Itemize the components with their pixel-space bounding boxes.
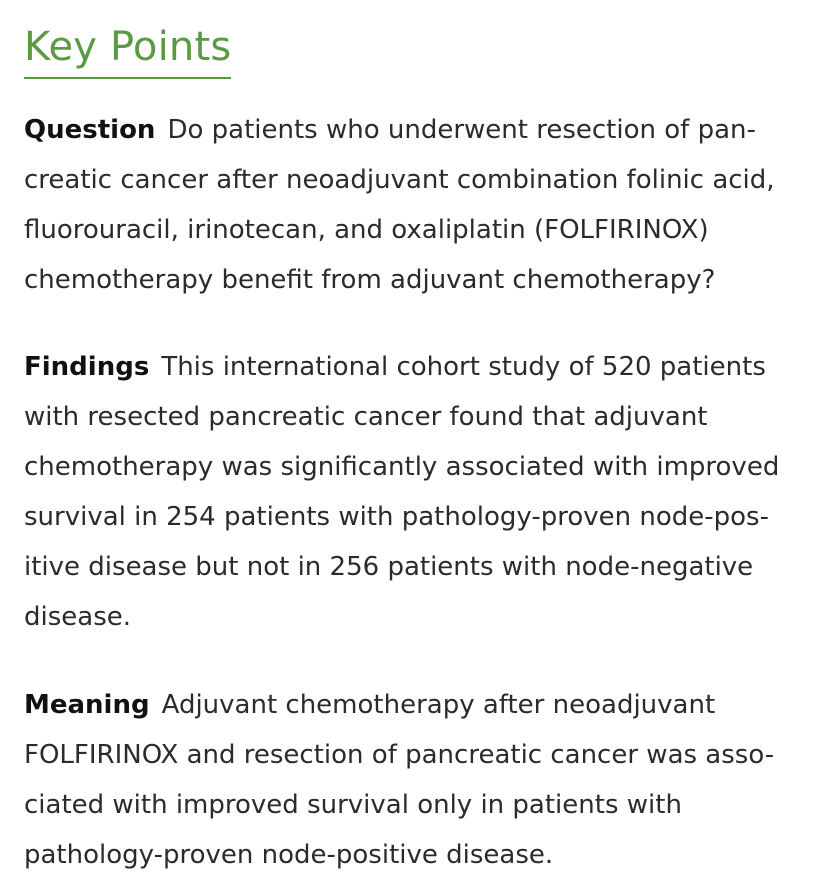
meaning-section	[24, 680, 814, 880]
meaning-line-1	[24, 680, 814, 730]
findings-line-4: survival in 254 patients with pathology-proven node-pos-	[24, 502, 769, 532]
findings-label: Findings	[24, 352, 150, 382]
question-line-2: creatic cancer after neoadjuvant combination folinic acid,	[24, 165, 775, 195]
findings-section	[24, 342, 814, 642]
meaning-line-3: ciated with improved survival only in patients with	[24, 790, 682, 820]
meaning-line-2: FOLFIRINOX and resection of pancreatic cancer was asso-	[24, 740, 775, 770]
findings-line-5: itive disease but not in 256 patients with node-negative	[24, 552, 754, 582]
question-line-1	[24, 105, 814, 155]
findings-line-1	[24, 342, 814, 392]
question-section	[24, 105, 814, 305]
question-label: Question	[24, 115, 156, 145]
meaning-label: Meaning	[24, 690, 150, 720]
heading-wrap	[24, 20, 231, 79]
findings-line-2: with resected pancreatic cancer found that adjuvant	[24, 402, 708, 432]
meaning-text-1: Adjuvant chemotherapy after neoadjuvant	[161, 690, 716, 720]
meaning-line-4: pathology-proven node-positive disease.	[24, 840, 554, 870]
question-line-4: chemotherapy benefit from adjuvant chemotherapy?	[24, 265, 716, 295]
findings-text-1: This international cohort study of 520 patients	[161, 352, 766, 382]
question-text-1: Do patients who underwent resection of pan-	[167, 115, 756, 145]
key-points-heading: Key Points	[24, 20, 231, 79]
findings-line-6: disease.	[24, 602, 132, 632]
findings-line-3: chemotherapy was significantly associated with improved	[24, 452, 780, 482]
question-line-3: fluorouracil, irinotecan, and oxaliplatin (FOLFIRINOX)	[24, 215, 709, 245]
